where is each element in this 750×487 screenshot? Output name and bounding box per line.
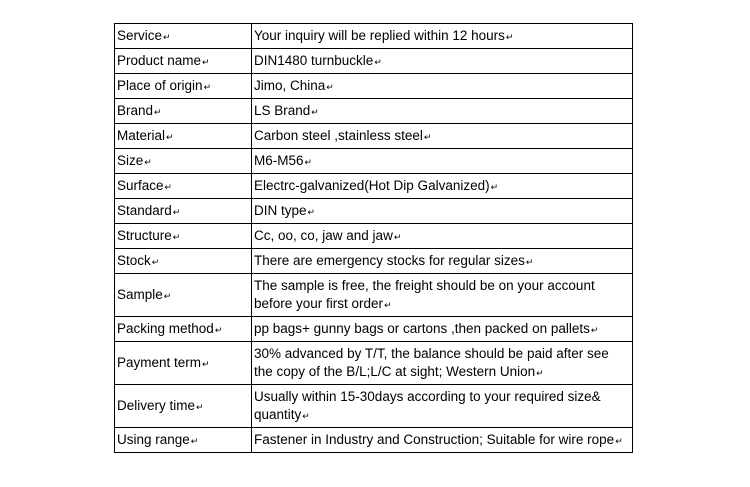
row-value-line bbox=[254, 295, 630, 314]
row-label-cell bbox=[115, 249, 252, 274]
spec-table-body bbox=[115, 24, 633, 453]
row-label: Standard bbox=[117, 202, 172, 218]
table-row bbox=[115, 249, 633, 274]
row-value-text: 30% advanced by T/T, the balance should be paid after see bbox=[254, 345, 609, 361]
row-value-cell bbox=[252, 249, 633, 274]
paragraph-mark-icon: ↵ bbox=[536, 367, 544, 378]
row-value-line bbox=[254, 52, 630, 71]
row-label-cell bbox=[115, 317, 252, 342]
table-row bbox=[115, 74, 633, 99]
paragraph-mark-icon: ↵ bbox=[202, 56, 210, 67]
paragraph-mark-icon: ↵ bbox=[393, 231, 402, 242]
row-value-line bbox=[254, 127, 630, 146]
table-row bbox=[115, 224, 633, 249]
paragraph-mark-icon: ↵ bbox=[304, 156, 313, 167]
row-value-line bbox=[254, 431, 630, 450]
row-label-cell bbox=[115, 274, 252, 317]
row-label-cell bbox=[115, 199, 252, 224]
table-row bbox=[115, 274, 633, 317]
paragraph-mark-icon: ↵ bbox=[163, 31, 171, 42]
row-value-line bbox=[254, 152, 630, 171]
paragraph-mark-icon: ↵ bbox=[590, 324, 599, 335]
row-value-cell bbox=[252, 224, 633, 249]
row-label: Material bbox=[117, 127, 166, 143]
row-value-text: pp bags+ gunny bags or cartons ,then packed on pallets bbox=[254, 320, 590, 336]
paragraph-mark-icon: ↵ bbox=[190, 435, 199, 446]
row-label-cell bbox=[115, 385, 252, 428]
product-spec-table bbox=[114, 23, 633, 453]
row-value-line bbox=[254, 388, 630, 406]
row-value-line bbox=[254, 102, 630, 121]
row-label: Packing method bbox=[117, 320, 214, 336]
paragraph-mark-icon: ↵ bbox=[302, 410, 310, 421]
row-value-cell bbox=[252, 149, 633, 174]
table-row bbox=[115, 49, 633, 74]
row-label-cell bbox=[115, 342, 252, 385]
row-value-cell bbox=[252, 342, 633, 385]
row-value-line bbox=[254, 277, 630, 295]
row-value-cell bbox=[252, 385, 633, 428]
row-label: Sample bbox=[117, 286, 163, 302]
row-label: Brand bbox=[117, 102, 154, 118]
paragraph-mark-icon: ↵ bbox=[505, 31, 514, 42]
row-label-cell bbox=[115, 224, 252, 249]
row-value-line bbox=[254, 177, 630, 196]
table-row bbox=[115, 428, 633, 453]
row-label-cell bbox=[115, 24, 252, 49]
paragraph-mark-icon: ↵ bbox=[166, 131, 174, 142]
paragraph-mark-icon: ↵ bbox=[203, 81, 212, 92]
row-value-text: DIN1480 turnbuckle bbox=[254, 52, 374, 68]
table-row bbox=[115, 149, 633, 174]
paragraph-mark-icon: ↵ bbox=[374, 56, 382, 67]
row-label: Stock bbox=[117, 252, 151, 268]
table-row bbox=[115, 317, 633, 342]
row-label: Product name bbox=[117, 52, 202, 68]
row-value-cell bbox=[252, 49, 633, 74]
row-value-text: Electrc-galvanized(Hot Dip Galvanized) bbox=[254, 177, 490, 193]
row-value-cell bbox=[252, 74, 633, 99]
row-label: Place of origin bbox=[117, 77, 203, 93]
row-value-text: The sample is free, the freight should be on your account bbox=[254, 277, 595, 293]
paragraph-mark-icon: ↵ bbox=[423, 131, 432, 142]
row-value-line bbox=[254, 406, 630, 425]
table-row bbox=[115, 385, 633, 428]
paragraph-mark-icon: ↵ bbox=[163, 290, 172, 301]
row-value-cell bbox=[252, 428, 633, 453]
row-value-cell bbox=[252, 199, 633, 224]
paragraph-mark-icon: ↵ bbox=[525, 256, 534, 267]
row-value-line bbox=[254, 252, 630, 271]
row-value-line bbox=[254, 227, 630, 246]
table-row bbox=[115, 99, 633, 124]
paragraph-mark-icon: ↵ bbox=[144, 156, 152, 167]
row-value-cell bbox=[252, 174, 633, 199]
paragraph-mark-icon: ↵ bbox=[196, 401, 204, 412]
row-label-cell bbox=[115, 174, 252, 199]
paragraph-mark-icon: ↵ bbox=[326, 81, 334, 92]
row-value-text: Your inquiry will be replied within 12 hours bbox=[254, 27, 505, 43]
row-value-text: M6-M56 bbox=[254, 152, 304, 168]
row-label: Surface bbox=[117, 177, 164, 193]
row-value-line bbox=[254, 27, 630, 46]
table-row bbox=[115, 199, 633, 224]
row-label-cell bbox=[115, 74, 252, 99]
paragraph-mark-icon: ↵ bbox=[154, 106, 162, 117]
row-value-cell bbox=[252, 124, 633, 149]
paragraph-mark-icon: ↵ bbox=[214, 324, 223, 335]
row-label-cell bbox=[115, 49, 252, 74]
row-value-text: LS Brand bbox=[254, 102, 311, 118]
row-value-text: the copy of the B/L;L/C at sight; Western Union bbox=[254, 363, 536, 379]
row-value-text: Jimo, China bbox=[254, 77, 326, 93]
table-row bbox=[115, 124, 633, 149]
row-value-cell bbox=[252, 317, 633, 342]
row-value-line bbox=[254, 77, 630, 96]
row-value-cell bbox=[252, 274, 633, 317]
paragraph-mark-icon: ↵ bbox=[615, 435, 623, 446]
row-value-line bbox=[254, 320, 630, 339]
row-label: Size bbox=[117, 152, 144, 168]
row-label-cell bbox=[115, 428, 252, 453]
row-value-line bbox=[254, 202, 630, 221]
table-row bbox=[115, 174, 633, 199]
paragraph-mark-icon: ↵ bbox=[172, 206, 181, 217]
row-label: Using range bbox=[117, 431, 190, 447]
row-value-text: Fastener in Industry and Construction; Suitable for wire rope bbox=[254, 431, 615, 447]
row-value-text: There are emergency stocks for regular sizes bbox=[254, 252, 525, 268]
row-value-text: Carbon steel ,stainless steel bbox=[254, 127, 423, 143]
row-label: Payment term bbox=[117, 354, 202, 370]
row-value-cell bbox=[252, 24, 633, 49]
row-label: Delivery time bbox=[117, 397, 196, 413]
paragraph-mark-icon: ↵ bbox=[151, 256, 160, 267]
table-row bbox=[115, 342, 633, 385]
row-value-text: Cc, oo, co, jaw and jaw bbox=[254, 227, 393, 243]
row-value-text: Usually within 15-30days according to your required size& bbox=[254, 388, 601, 404]
row-label: Structure bbox=[117, 227, 172, 243]
paragraph-mark-icon: ↵ bbox=[307, 206, 316, 217]
paragraph-mark-icon: ↵ bbox=[384, 299, 392, 310]
row-value-text: quantity bbox=[254, 406, 302, 422]
table-row bbox=[115, 24, 633, 49]
row-label: Service bbox=[117, 27, 163, 43]
paragraph-mark-icon: ↵ bbox=[164, 181, 173, 192]
row-value-line bbox=[254, 363, 630, 382]
row-label-cell bbox=[115, 99, 252, 124]
row-label-cell bbox=[115, 149, 252, 174]
row-value-text: before your first order bbox=[254, 295, 384, 311]
row-value-line bbox=[254, 345, 630, 363]
row-value-text: DIN type bbox=[254, 202, 307, 218]
row-value-cell bbox=[252, 99, 633, 124]
paragraph-mark-icon: ↵ bbox=[490, 181, 499, 192]
paragraph-mark-icon: ↵ bbox=[311, 106, 319, 117]
paragraph-mark-icon: ↵ bbox=[202, 358, 210, 369]
row-label-cell bbox=[115, 124, 252, 149]
paragraph-mark-icon: ↵ bbox=[172, 231, 181, 242]
